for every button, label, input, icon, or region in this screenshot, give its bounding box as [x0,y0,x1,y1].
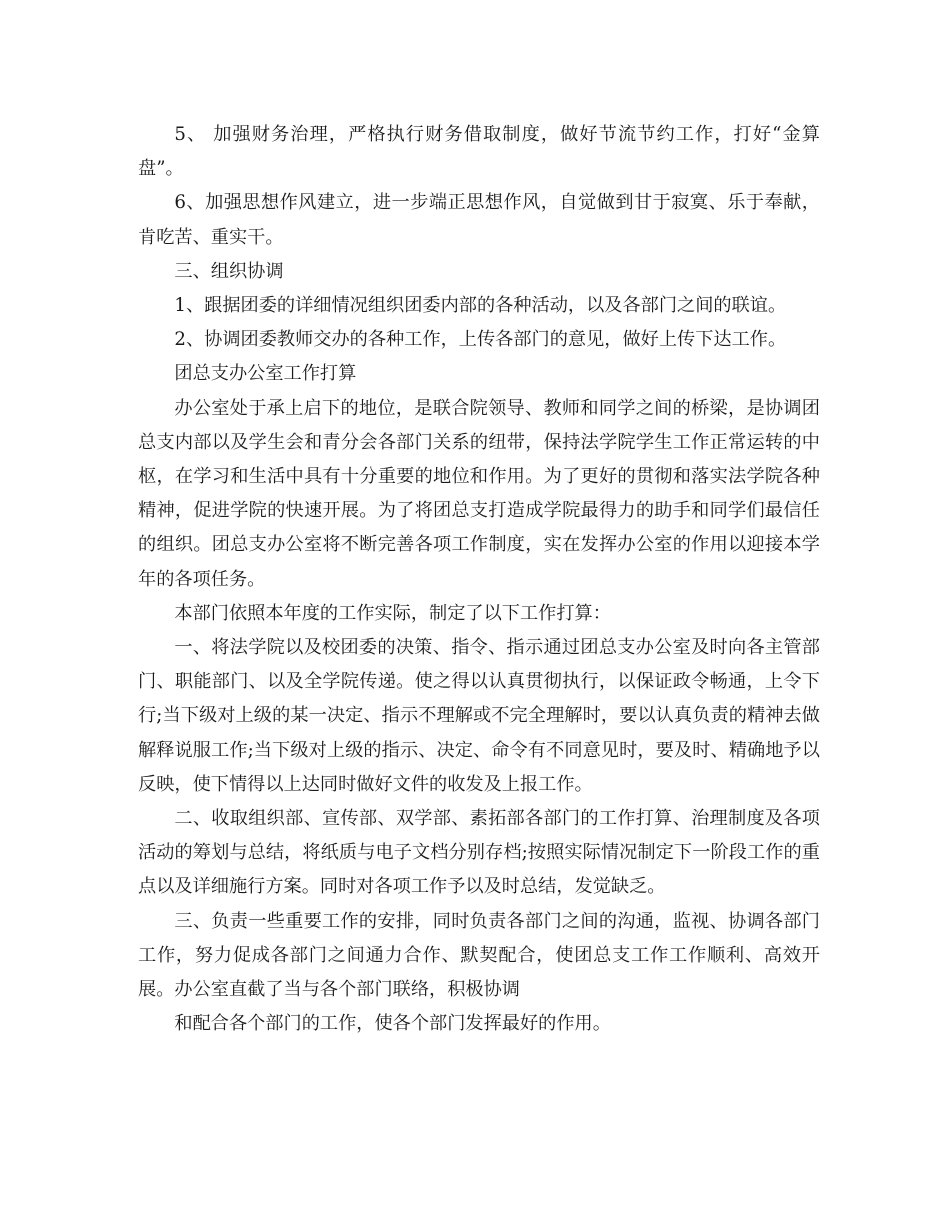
paragraph-coordination-1: 1、跟据团委的详细情况组织团委内部的各种活动，以及各部门之间的联谊。 [174,295,787,317]
section-heading-office-plan: 团总支办公室工作打算 [174,363,357,385]
paragraph-office-role: 办公室处于承上启下的地位，是联合院领导、教师和同学之间的桥梁，是协调团总支内部以及学生会和青分会各部门关系的纽带，保持法学院学生工作正常运转的中枢，在学习和生活中具有十分重要的地位和作用。为了更好的贯彻和落实法学院各种精神，促进学院的快速开展。为了将团总支打造成学院最得力的助手和同学们最信任的组织。团总支办公室将不断完善各项工作制度，实在发挥办公室的作用以迎接本学年的各项任务。 [138,397,820,590]
paragraph-work-style: 6、加强思想作风建立，进一步端正思想作风，自觉做到甘于寂寞、乐于奉献，肯吃苦、重实干。 [138,192,820,248]
paragraph-plan-item-2: 二、收取组织部、宣传部、双学部、素拓部各部门的工作打算、治理制度及各项活动的筹划与总结，将纸质与电子文档分别存档;按照实际情况制定下一阶段工作的重点以及详细施行方案。同时对各项工作予以及时总结，发觉缺乏。 [138,808,820,898]
paragraph-plan-item-3-continued: 和配合各个部门的工作，使各个部门发挥最好的作用。 [174,1013,611,1035]
paragraph-coordination-2: 2、协调团委教师交办的各种工作，上传各部门的意见，做好上传下达工作。 [174,329,787,351]
section-heading-coordination: 三、组织协调 [174,260,284,282]
paragraph-finance: 5、 加强财务治理，严格执行财务借取制度，做好节流节约工作，打好“金算盘”。 [138,124,820,180]
paragraph-plan-intro: 本部门依照本年度的工作实际，制定了以下工作打算： [174,602,611,624]
paragraph-plan-item-1: 一、将法学院以及校团委的决策、指令、指示通过团总支办公室及时向各主管部门、职能部门、以及全学院传递。使之得以认真贯彻执行，以保证政令畅通，上令下行;当下级对上级的某一决定、指示不理解或不完全理解时，要以认真负责的精神去做解释说服工作;当下级对上级的指示、决定、命令有不同意见时，要及时、精确地予以反映，使下情得以上达同时做好文件的收发及上报工作。 [138,637,820,795]
paragraph-plan-item-3: 三、负责一些重要工作的安排，同时负责各部门之间的沟通，监视、协调各部门工作，努力促成各部门之间通力合作、默契配合，使团总支工作工作顺利、高效开展。办公室直截了当与各个部门联络，积极协调 [138,910,820,1001]
document-body [138,118,820,1041]
